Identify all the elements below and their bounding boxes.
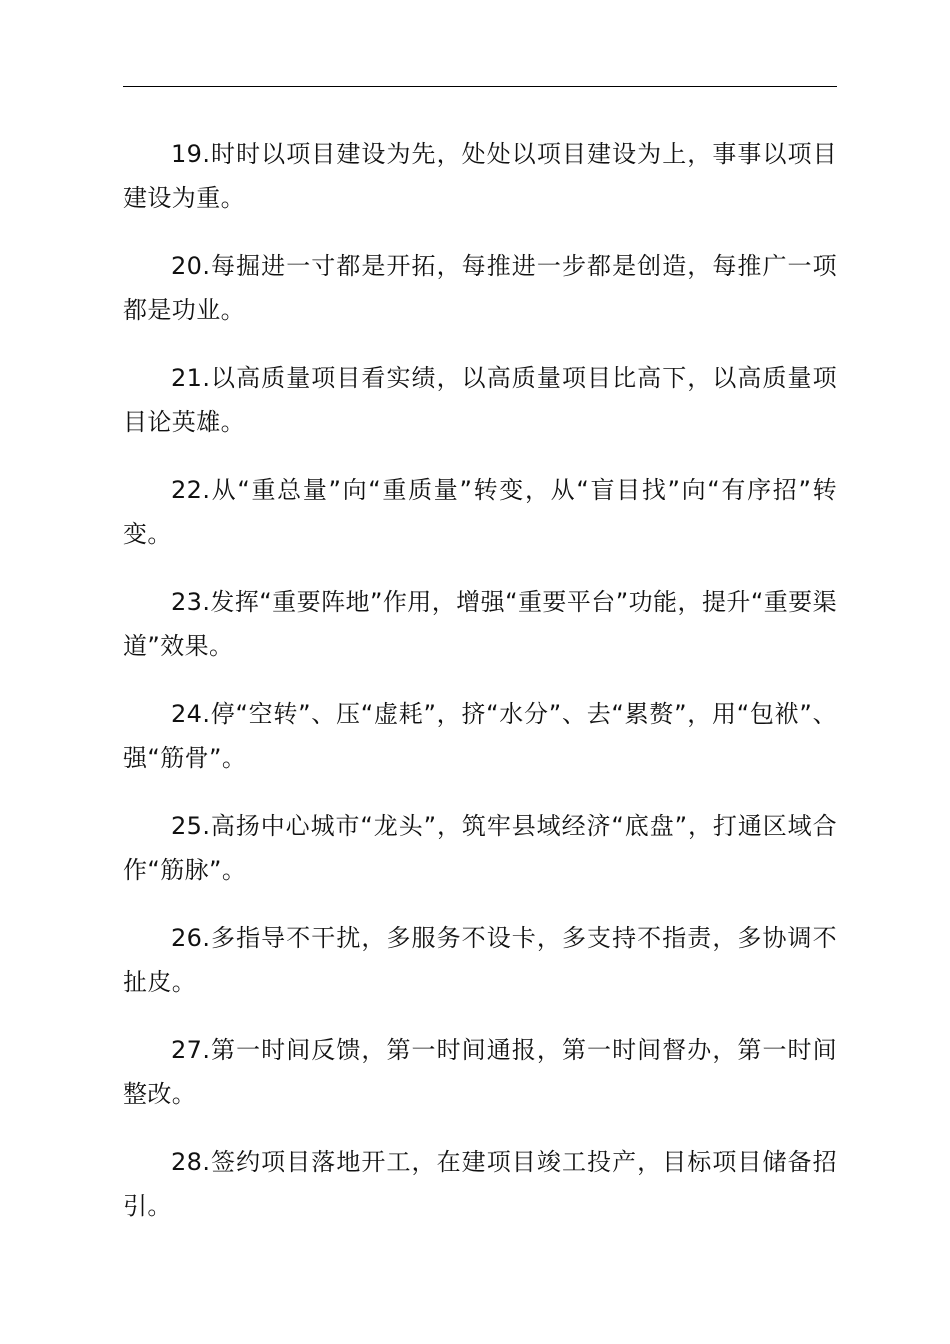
list-item-26: 26.多指导不干扰，多服务不设卡，多支持不指责，多协调不扯皮。: [123, 924, 837, 996]
list-item-24: 24.停“空转”、压“虚耗”，挤“水分”、去“累赘”，用“包袱”、强“筋骨”。: [123, 700, 837, 772]
list-item-23: 23.发挥“重要阵地”作用，增强“重要平台”功能，提升“重要渠道”效果。: [123, 588, 837, 660]
list-item-22: 22.从“重总量”向“重质量”转变，从“盲目找”向“有序招”转变。: [123, 476, 837, 548]
list-item-28: 28.签约项目落地开工，在建项目竣工投产，目标项目储备招引。: [123, 1148, 837, 1220]
list-item-25: 25.高扬中心城市“龙头”，筑牢县域经济“底盘”，打通区域合作“筋脉”。: [123, 812, 837, 884]
list-item-20: 20.每掘进一寸都是开拓，每推进一步都是创造，每推广一项都是功业。: [123, 252, 837, 324]
header-rule: [123, 86, 837, 87]
list-item-27: 27.第一时间反馈，第一时间通报，第一时间督办，第一时间整改。: [123, 1036, 837, 1108]
list-item-19: 19.时时以项目建设为先，处处以项目建设为上，事事以项目建设为重。: [123, 140, 837, 212]
list-item-21: 21.以高质量项目看实绩，以高质量项目比高下，以高质量项目论英雄。: [123, 364, 837, 436]
document-body: [123, 132, 837, 1252]
